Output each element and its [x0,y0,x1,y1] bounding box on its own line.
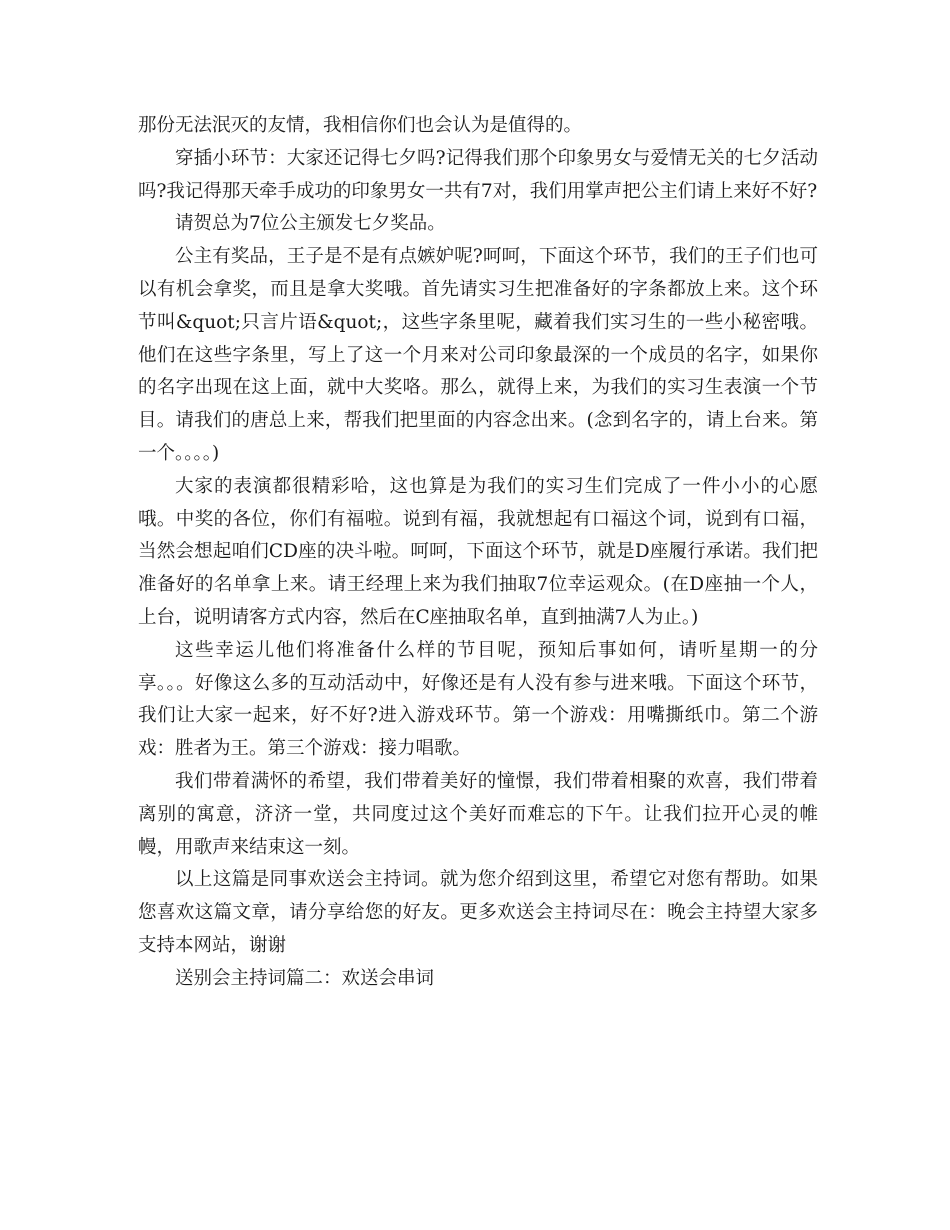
paragraph-summary: 以上这篇是同事欢送会主持词。就为您介绍到这里，希望它对您有帮助。如果您喜欢这篇文章，请分享给您的好友。更多欢送会主持词尽在：晚会主持望大家多支持本网站，谢谢 [138,869,818,956]
section-heading-part-two: 送别会主持词篇二：欢送会串词 [175,967,435,989]
document-body [138,110,818,996]
paragraph-closing: 我们带着满怀的希望，我们带着美好的憧憬，我们带着相聚的欢喜，我们带着离别的寓意，济济一堂，共同度过这个美好而难忘的下午。让我们拉开心灵的帷幔，用歌声来结束这一刻。 [138,770,818,858]
paragraph-note-segment: 公主有奖品，王子是不是有点嫉妒呢?呵呵，下面这个环节，我们的王子们也可以有机会拿奖，而且是拿大奖哦。首先请实习生把准备好的字条都放上来。这个环节叫&quot;只言片语&quot;，这些字条里呢，藏着我们实习生的一些小秘密哦。他们在这些字条里，写上了这一个月来对公司印象最深的一个成员的名字，如果你的名字出现在这上面，就中大奖咯。那么，就得上来，为我们的实习生表演一个节目。请我们的唐总上来，帮我们把里面的内容念出来。(念到名字的，请上台来。第一个。。。。) [138,246,818,464]
paragraph-award-qixi: 请贺总为7位公主颁发七夕奖品。 [175,213,446,235]
paragraph-lucky-draw: 大家的表演都很精彩哈，这也算是为我们的实习生们完成了一件小小的心愿哦。中奖的各位，你们有福啦。说到有福，我就想起有口福这个词，说到有口福，当然会想起咱们CD座的决斗啦。呵呵，下面这个环节，就是D座履行承诺。我们把准备好的名单拿上来。请王经理上来为我们抽取7位幸运观众。(在D座抽一个人，上台，说明请客方式内容，然后在C座抽取名单，直到抽满7人为止。) [138,475,818,628]
paragraph-continuation: 那份无法泯灭的友情，我相信你们也会认为是值得的。 [138,115,583,136]
paragraph-qixi-segment: 穿插小环节：大家还记得七夕吗?记得我们那个印象男女与爱情无关的七夕活动吗?我记得那天牵手成功的印象男女一共有7对，我们用掌声把公主们请上来好不好? [138,147,818,202]
paragraph-games: 这些幸运儿他们将准备什么样的节目呢，预知后事如何，请听星期一的分享。。。好像这么多的互动活动中，好像还是有人没有参与进来哦。下面这个环节，我们让大家一起来，好不好?进入游戏环节。第一个游戏：用嘴撕纸巾。第二个游戏：胜者为王。第三个游戏：接力唱歌。 [138,639,818,760]
